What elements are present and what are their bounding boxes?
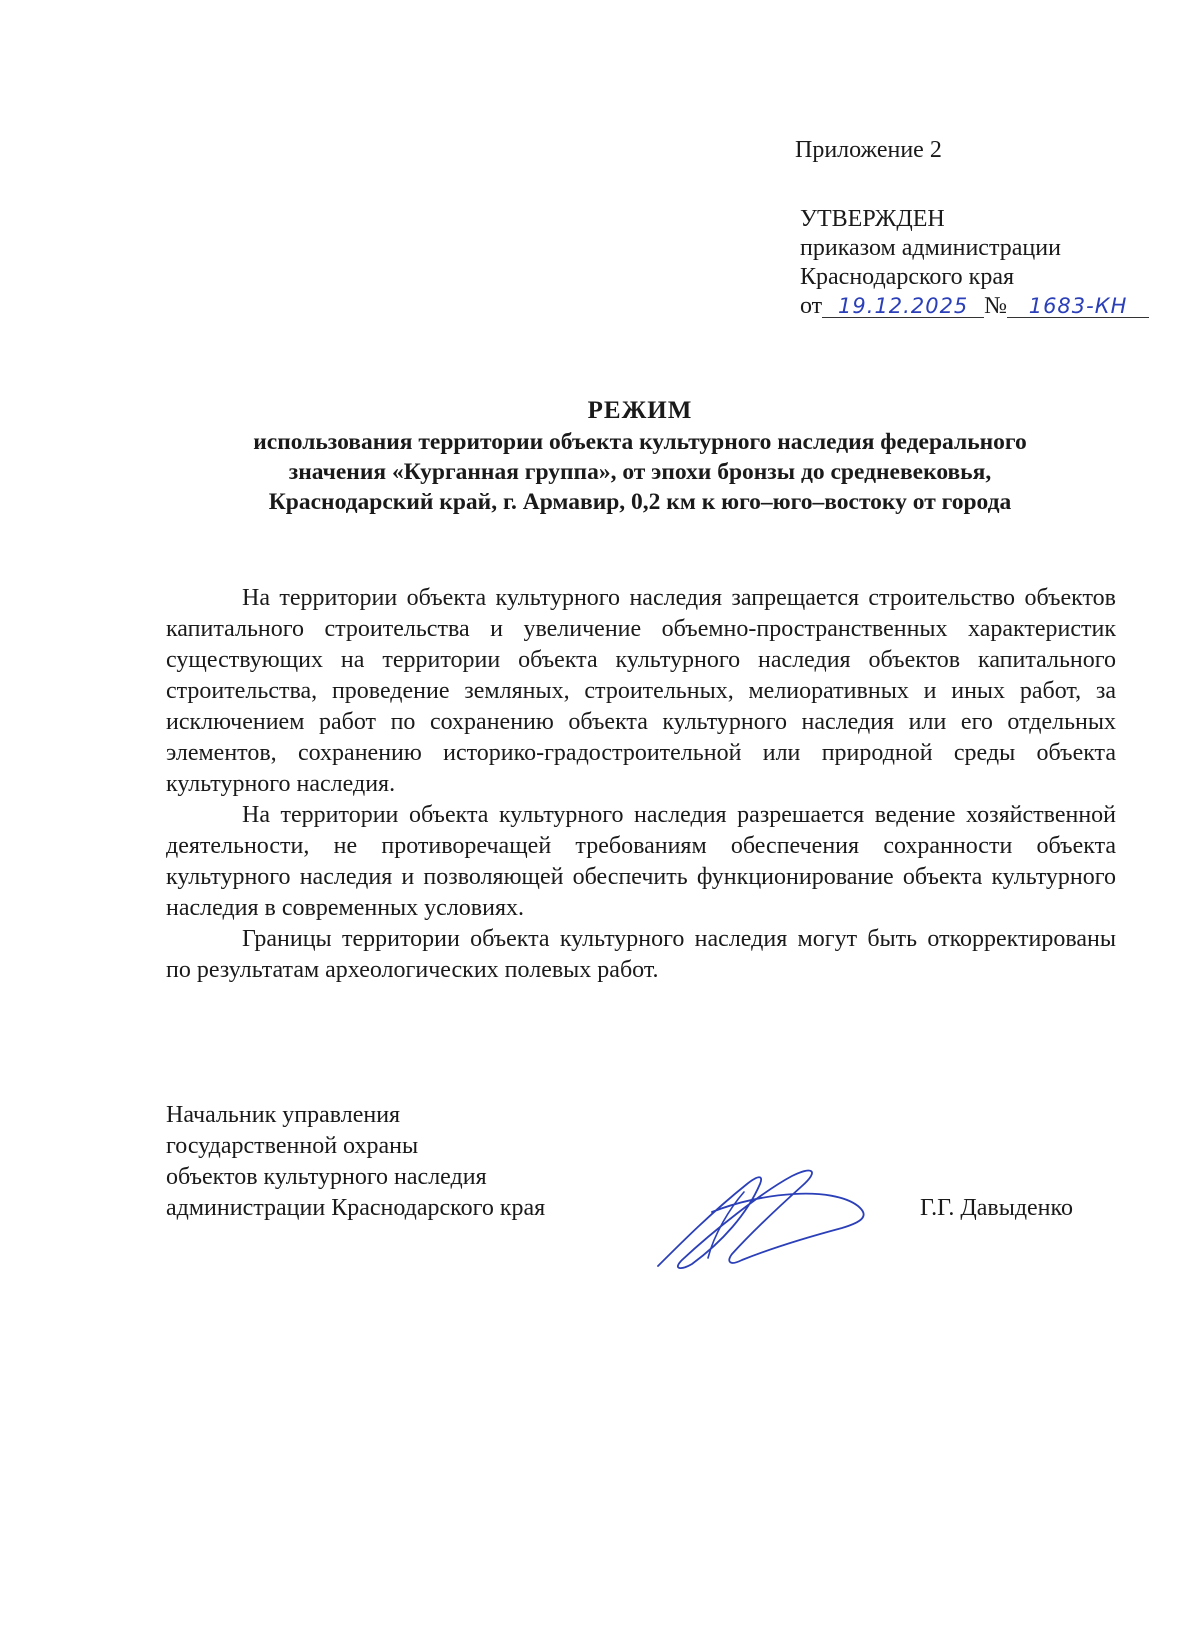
signer-position <box>166 1100 545 1224</box>
signer-line-3: объектов культурного наследия <box>166 1164 487 1190</box>
signer-name: Г.Г. Давыденко <box>920 1195 1073 1221</box>
title-line-2: значения «Курганная группа», от эпохи бронзы до средневековья, <box>288 459 992 485</box>
signer-line-4: администрации Краснодарского края <box>166 1195 546 1221</box>
approval-line-2: Краснодарского края <box>800 264 1015 290</box>
document-body <box>166 583 1116 986</box>
body-paragraph: На территории объекта культурного наследия запрещается строительство объектов капитального строительства и увеличение объемно-пространственных характеристик существующих на территории объекта культурного наследия объектов капитального строительства, проведение земляных, строительных, мелиоративных и иных работ, за исключением работ по сохранению объекта культурного наследия или его отдельных элементов, сохранению историко-градостроительной или природной среды объекта культурного наследия. <box>166 585 1116 797</box>
body-paragraph: Границы территории объекта культурного наследия могут быть откорректированы по результатам археологических полевых работ. <box>166 926 1116 983</box>
from-label: от <box>800 293 823 319</box>
number-label: № <box>984 293 1008 319</box>
handwritten-number: 1683-КН <box>1007 295 1149 318</box>
handwritten-date: 19.12.2025 <box>822 295 984 318</box>
title-main: РЕЖИМ <box>587 397 693 424</box>
approval-heading: УТВЕРЖДЕН <box>800 206 945 232</box>
signer-line-1: Начальник управления <box>166 1102 401 1128</box>
approval-line-1: приказом администрации <box>800 235 1061 261</box>
title-line-3: Краснодарский край, г. Армавир, 0,2 км к юго–юго–востоку от города <box>268 489 1012 515</box>
document-title <box>160 395 1120 517</box>
approval-stamp <box>800 205 1149 321</box>
title-line-1: использования территории объекта культурного наследия федерального <box>253 429 1027 455</box>
approval-date-line <box>800 292 1149 321</box>
appendix-label: Приложение 2 <box>795 137 942 163</box>
signer-line-2: государственной охраны <box>166 1133 419 1159</box>
body-paragraph: На территории объекта культурного наследия разрешается ведение хозяйственной деятельности, не противоречащей требованиям обеспечения сохранности объекта культурного наследия и позволяющей обеспечить функционирование объекта культурного наследия в современных условиях. <box>166 802 1116 921</box>
handwritten-signature <box>652 1162 872 1272</box>
